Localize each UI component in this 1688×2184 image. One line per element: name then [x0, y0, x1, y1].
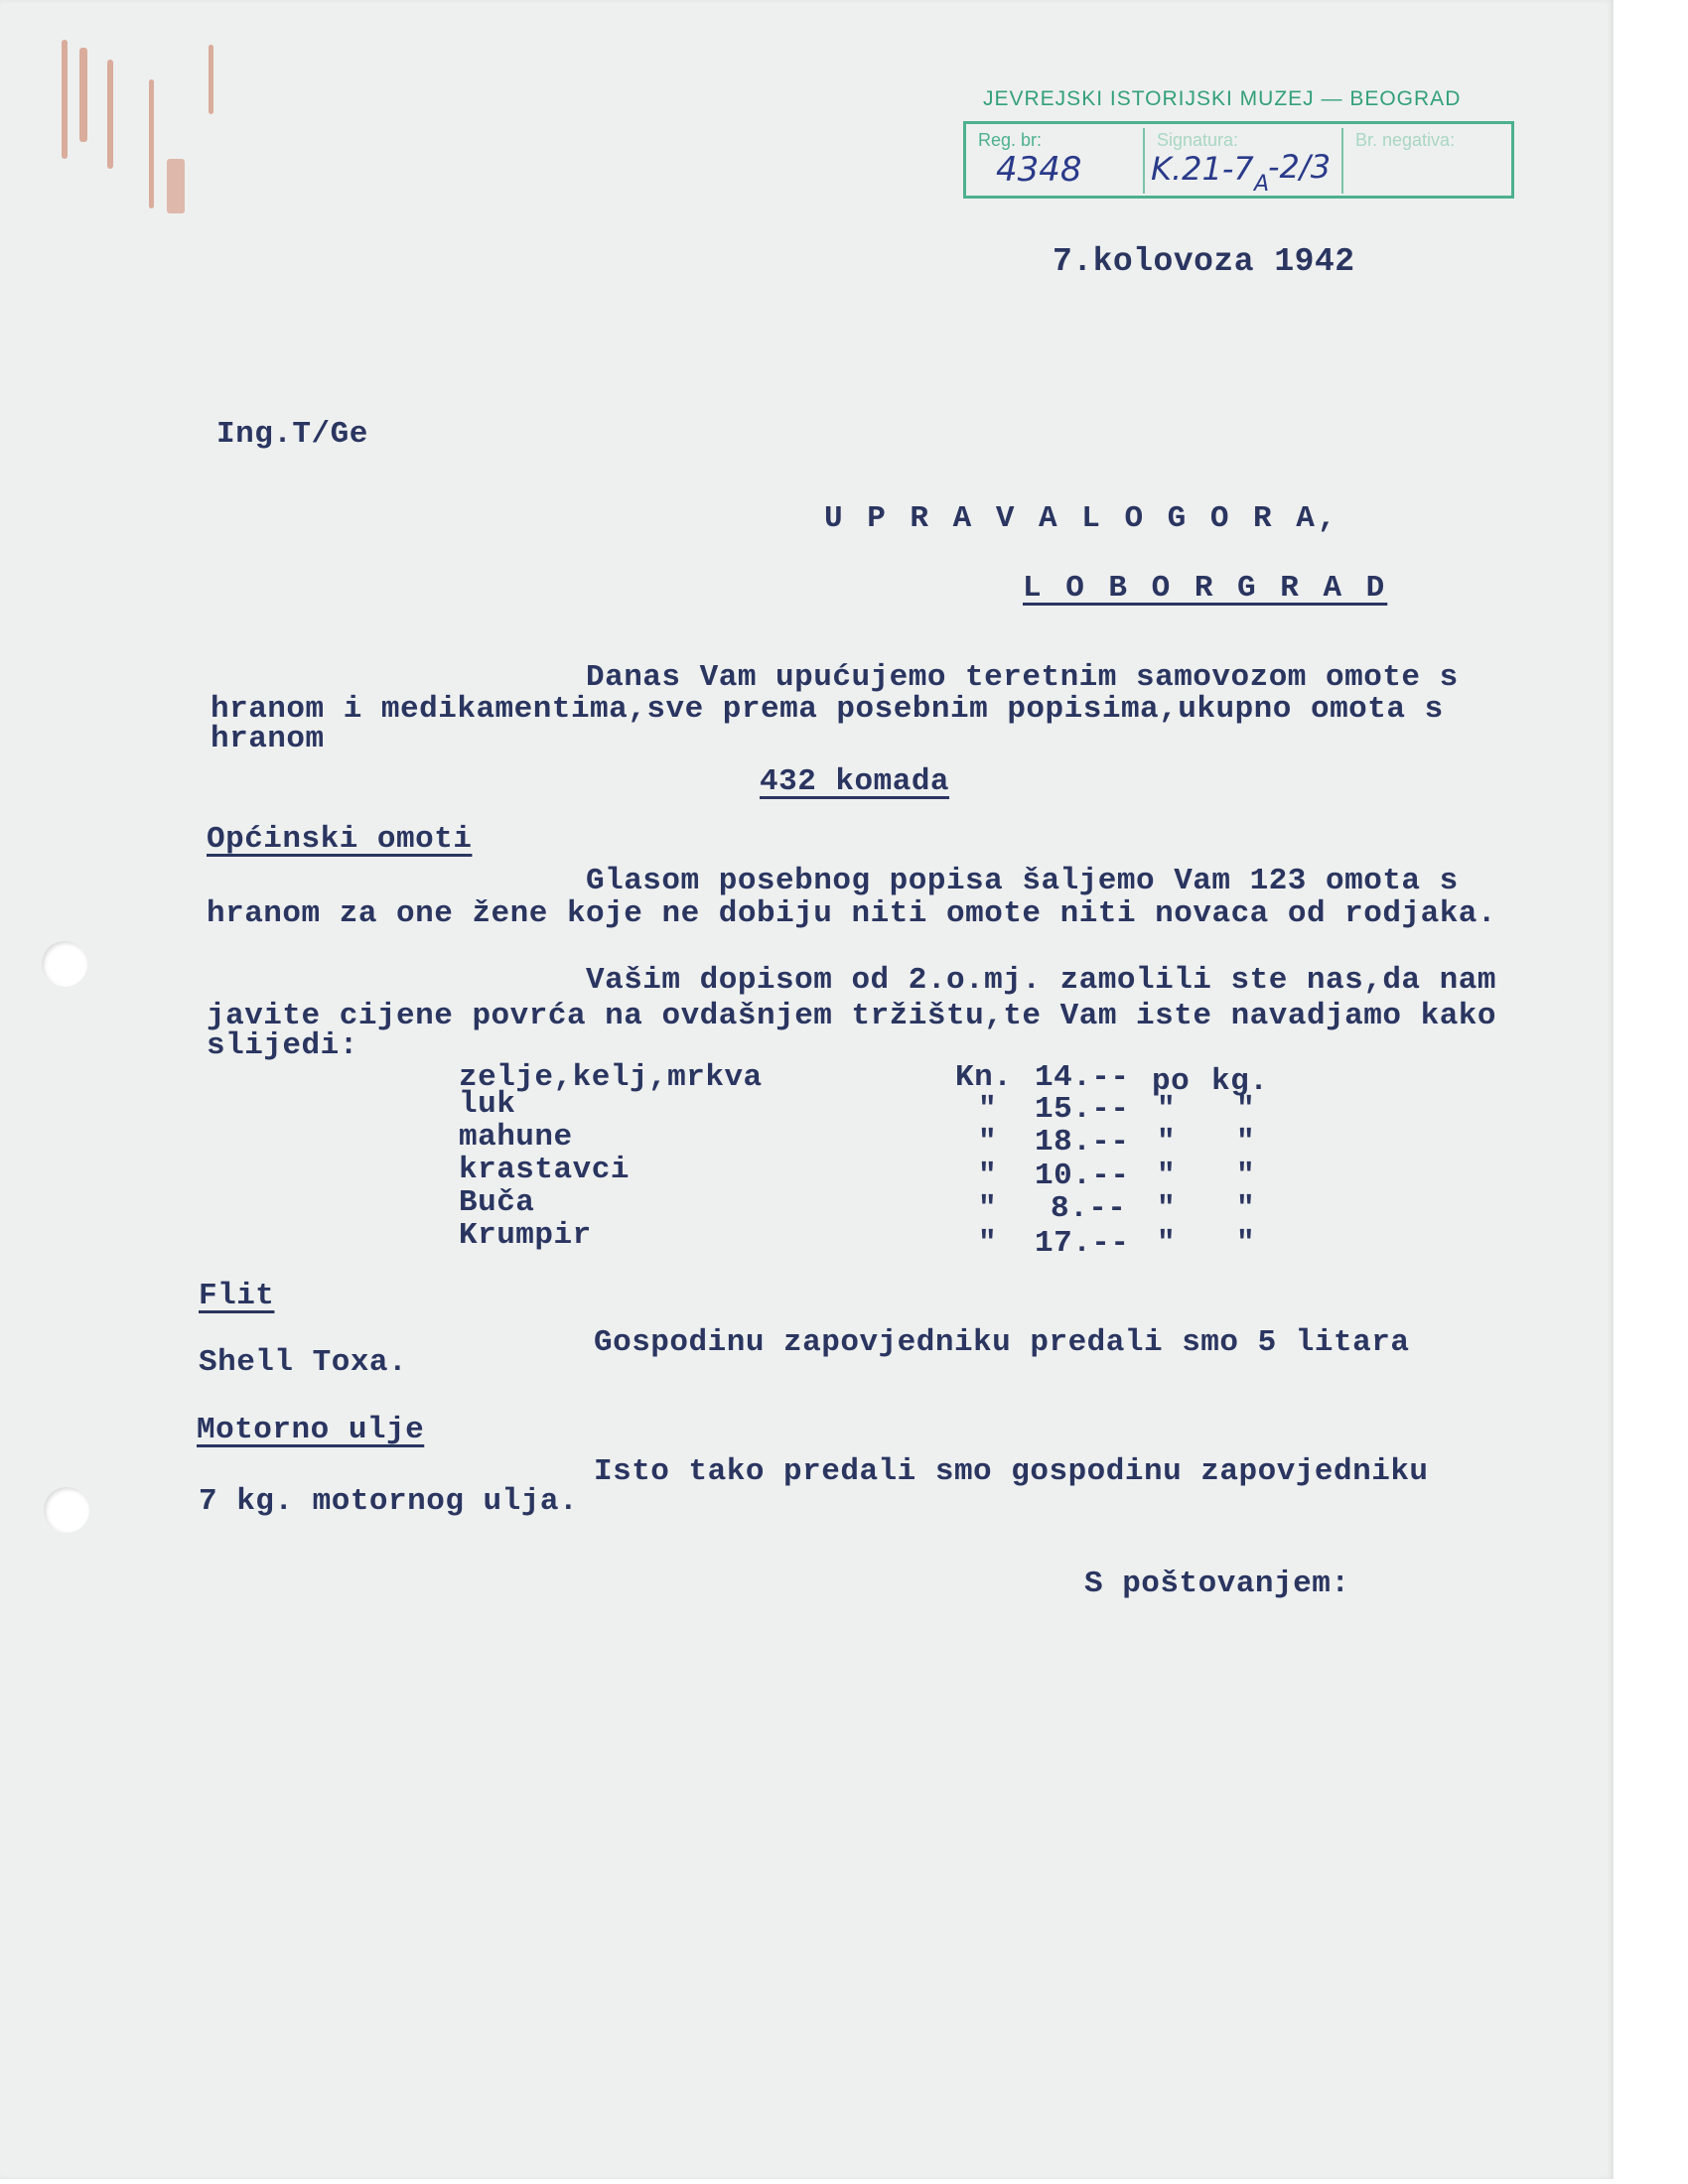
stamp-negativ-cell	[1341, 128, 1510, 194]
rust-mark	[107, 60, 113, 169]
price-currency: "	[978, 1226, 998, 1261]
paragraph-1-line-2: hranom i medikamentima,sve prema posebnim popisima,ukupno omota s	[211, 692, 1444, 727]
price-currency: "	[978, 1125, 998, 1160]
price-item: Krumpir	[459, 1218, 592, 1253]
museum-stamp	[963, 121, 1514, 199]
paragraph-2-line-2: hranom za one žene koje ne dobiju niti omote niti novaca od rodjaka.	[207, 896, 1497, 931]
letter-reference: Ing.T/Ge	[216, 417, 368, 452]
motor-oil-text: Isto tako predali smo gospodinu zapovjedniku	[594, 1454, 1429, 1489]
section-heading-motor-oil: Motorno ulje	[197, 1413, 425, 1447]
flit-item: Shell Toxa.	[199, 1345, 408, 1380]
price-value: 8.--	[1051, 1191, 1127, 1226]
paragraph-2-line-1: Glasom posebnog popisa šaljemo Vam 123 omota s	[586, 864, 1459, 898]
rust-mark	[62, 40, 68, 159]
stamp-signatura-label: Signatura:	[1157, 130, 1239, 150]
stamp-reg-cell	[966, 128, 1143, 194]
stamp-signatura-suffix: -2/3	[1268, 148, 1332, 186]
rust-mark	[149, 79, 154, 208]
price-item: Buča	[459, 1185, 535, 1220]
paragraph-1-line-1: Danas Vam upućujemo teretnim samovozom omote s	[586, 660, 1459, 695]
price-unit: "	[1236, 1226, 1256, 1261]
price-unit: "	[1236, 1125, 1256, 1160]
rust-mark	[209, 45, 213, 114]
price-value: 18.--	[1035, 1125, 1130, 1160]
stamp-reg-value: 4348	[996, 150, 1082, 190]
price-unit: "	[1236, 1191, 1256, 1226]
price-unit: kg.	[1211, 1064, 1269, 1099]
section-heading-flit: Flit	[199, 1279, 275, 1313]
paragraph-3-line-1: Vašim dopisom od 2.o.mj. zamolili ste nas,da nam	[586, 963, 1496, 998]
punch-hole	[42, 941, 87, 987]
price-currency: Kn.	[955, 1060, 1013, 1095]
price-unit: "	[1236, 1159, 1256, 1193]
price-item: zelje,kelj,mrkva	[459, 1060, 763, 1095]
price-unit: po	[1152, 1064, 1191, 1099]
stamp-signatura-sub: A	[1254, 172, 1270, 197]
price-unit: "	[1236, 1092, 1256, 1127]
flit-text: Gospodinu zapovjedniku predali smo 5 litara	[594, 1325, 1410, 1360]
motor-oil-item: 7 kg. motornog ulja.	[199, 1484, 579, 1519]
scan-margin	[1614, 0, 1688, 2184]
letter-date: 7.kolovoza 1942	[1053, 243, 1355, 280]
price-value: 14.--	[1035, 1060, 1130, 1095]
paragraph-1-line-3: hranom	[211, 722, 325, 756]
price-currency: "	[978, 1159, 998, 1193]
stamp-reg-label: Reg. br:	[978, 130, 1043, 150]
paragraph-3-line-3: slijedi:	[207, 1028, 358, 1063]
price-item: mahune	[459, 1120, 573, 1155]
price-value: 15.--	[1035, 1092, 1130, 1127]
price-unit: "	[1157, 1125, 1177, 1160]
price-currency: "	[978, 1092, 998, 1127]
recipient-line-1: U P R A V A L O G O R A,	[824, 501, 1339, 536]
price-item: krastavci	[459, 1153, 630, 1187]
total-parcels: 432 komada	[760, 764, 950, 799]
paragraph-3-line-2: javite cijene povrća na ovdašnjem tržištu,te Vam iste navadjamo kako	[207, 999, 1497, 1033]
stamp-signatura-value: K.21-7	[1151, 150, 1254, 188]
letter-closing: S poštovanjem:	[1084, 1567, 1350, 1601]
price-unit: "	[1157, 1191, 1177, 1226]
price-unit: "	[1157, 1159, 1177, 1193]
stamp-negativ-label: Br. negativa:	[1355, 130, 1456, 150]
price-value: 10.--	[1035, 1159, 1130, 1193]
rust-mark	[79, 48, 87, 142]
section-heading-municipal: Općinski omoti	[207, 822, 473, 857]
stamp-signatura-cell	[1143, 128, 1341, 197]
punch-hole	[44, 1487, 89, 1533]
price-currency: "	[978, 1191, 998, 1226]
price-value: 17.--	[1035, 1226, 1130, 1261]
stamp-title: JEVREJSKI ISTORIJSKI MUZEJ — BEOGRAD	[983, 87, 1462, 110]
rust-mark	[167, 159, 185, 213]
price-unit: "	[1157, 1092, 1177, 1127]
recipient-line-2: L O B O R G R A D	[1023, 571, 1388, 606]
price-item: luk	[459, 1087, 516, 1122]
price-unit: "	[1157, 1226, 1177, 1261]
